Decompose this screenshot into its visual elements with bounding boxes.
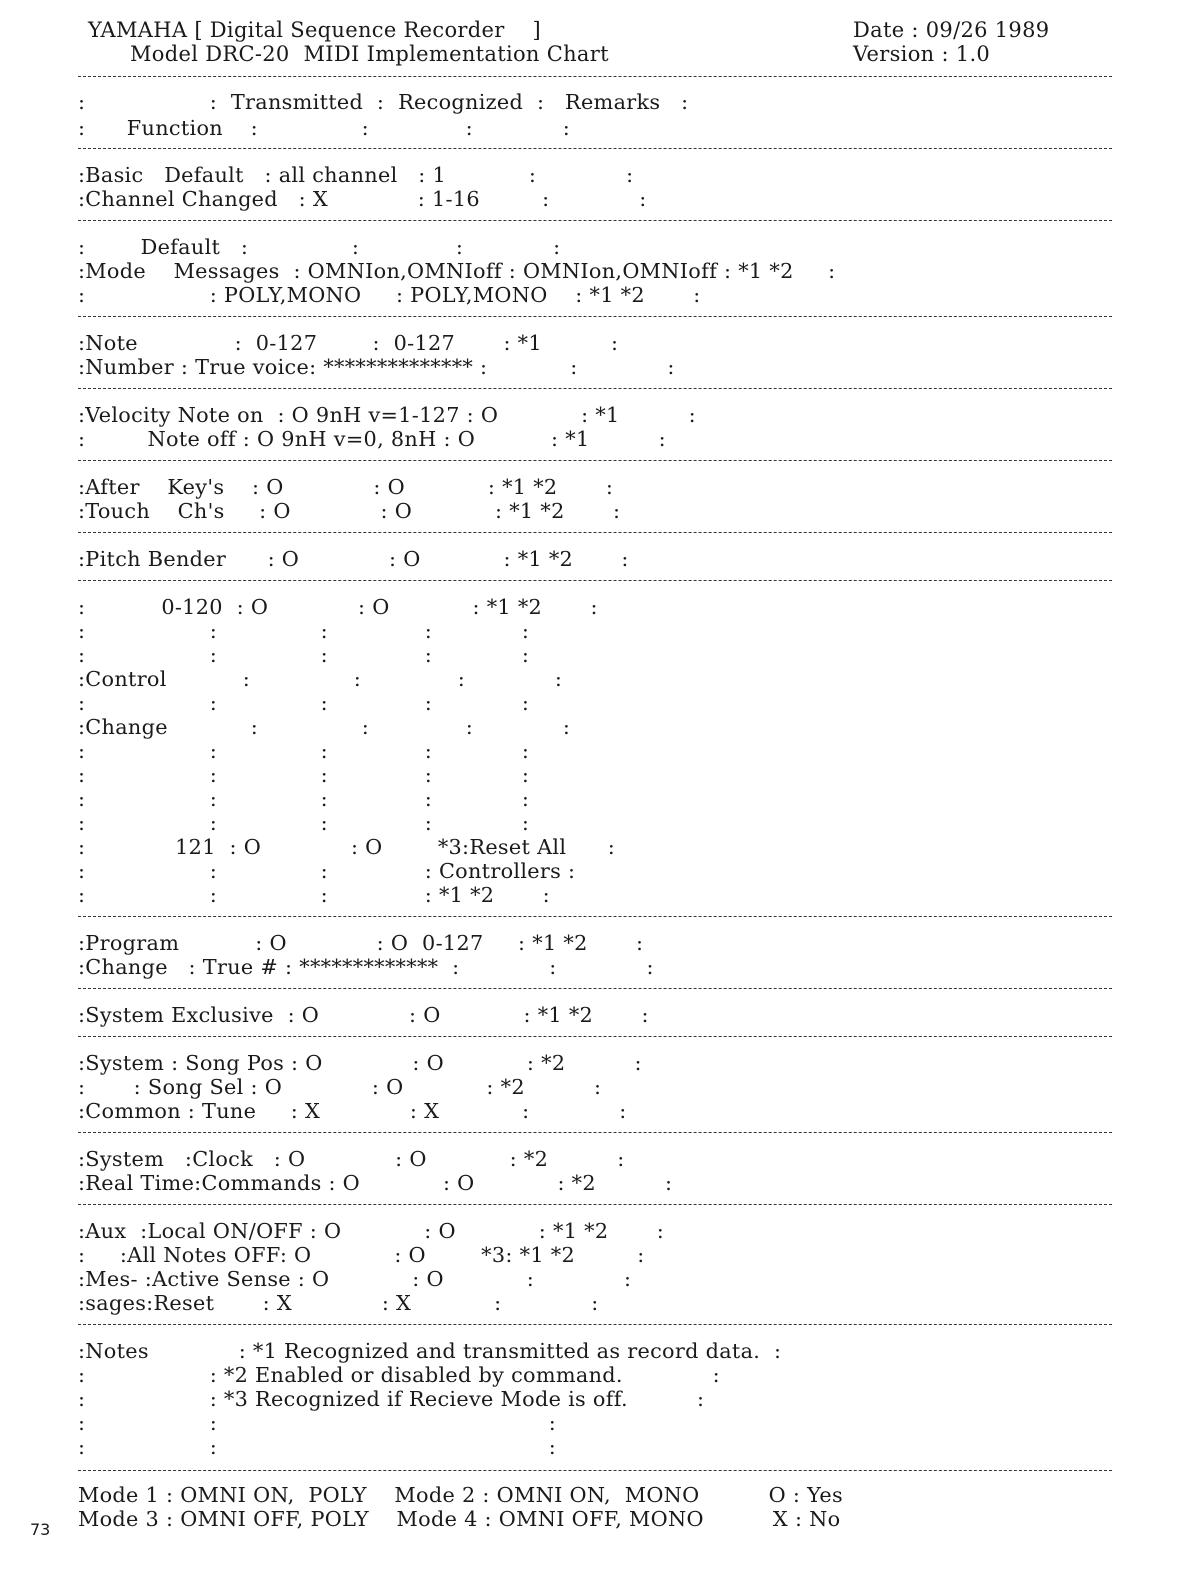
row-program-true: :Change : True # : ************* : : : bbox=[78, 955, 654, 979]
row-header-1: : : Transmitted : Recognized : Remarks : bbox=[78, 90, 689, 114]
row-pitch-bender: :Pitch Bender : O : O : *1 *2 : bbox=[78, 547, 629, 571]
row-aftertouch-keys: :After Key's : O : O : *1 *2 : bbox=[78, 475, 614, 499]
separator bbox=[78, 1204, 1112, 1205]
page-number: 73 bbox=[30, 1520, 51, 1539]
row-aux-active-sense: :Mes- :Active Sense : O : O : : bbox=[78, 1267, 632, 1291]
row-notes-blank: : : : bbox=[78, 1435, 557, 1459]
row-system-exclusive: :System Exclusive : O : O : *1 *2 : bbox=[78, 1003, 649, 1027]
separator bbox=[78, 532, 1112, 533]
row-control-label: :Control : : : : bbox=[78, 667, 563, 691]
row-control-blank: : : : : : bbox=[78, 811, 530, 835]
row-mode-poly: : : POLY,MONO : POLY,MONO : *1 *2 : bbox=[78, 283, 701, 307]
row-mode-messages: :Mode Messages : OMNIon,OMNIoff : OMNIon,OMNIoff : *1 *2 : bbox=[78, 259, 836, 283]
separator bbox=[78, 388, 1112, 389]
row-system-tune: :Common : Tune : X : X : : bbox=[78, 1099, 627, 1123]
row-control-blank: : : : : : bbox=[78, 787, 530, 811]
row-notes-blank: : : : bbox=[78, 1411, 557, 1435]
separator bbox=[78, 148, 1112, 149]
separator bbox=[78, 1324, 1112, 1325]
separator bbox=[78, 1132, 1112, 1133]
row-notes-2: : : *2 Enabled or disabled by command. : bbox=[78, 1363, 720, 1387]
row-velocity-on: :Velocity Note on : O 9nH v=1-127 : O : *1 : bbox=[78, 403, 696, 427]
separator bbox=[78, 220, 1112, 221]
separator bbox=[78, 316, 1112, 317]
row-notes-3: : : *3 Recognized if Recieve Mode is off. : bbox=[78, 1387, 705, 1411]
separator bbox=[78, 580, 1112, 581]
footer-modes-line1: Mode 1 : OMNI ON, POLY Mode 2 : OMNI ON, MONO O : Yes bbox=[78, 1483, 843, 1507]
row-aux-local: :Aux :Local ON/OFF : O : O : *1 *2 : bbox=[78, 1219, 665, 1243]
header-title-line1: YAMAHA [ Digital Sequence Recorder ] bbox=[88, 18, 541, 42]
header-date: Date : 09/26 1989 bbox=[853, 18, 1050, 42]
separator bbox=[78, 916, 1112, 917]
row-realtime-commands: :Real Time:Commands : O : O : *2 : bbox=[78, 1171, 673, 1195]
row-control-blank: : : : : : bbox=[78, 739, 530, 763]
row-system-song-pos: :System : Song Pos : O : O : *2 : bbox=[78, 1051, 642, 1075]
row-note-number: :Note : 0-127 : 0-127 : *1 : bbox=[78, 331, 619, 355]
row-control-blank: : : : : : bbox=[78, 763, 530, 787]
header-version: Version : 1.0 bbox=[853, 42, 991, 66]
row-header-2: : Function : : : : bbox=[78, 116, 571, 140]
row-control-blank: : : : : : bbox=[78, 619, 530, 643]
row-basic-changed: :Channel Changed : X : 1-16 : : bbox=[78, 187, 647, 211]
row-notes-1: :Notes : *1 Recognized and transmitted as record data. : bbox=[78, 1339, 782, 1363]
separator-bottom bbox=[78, 1470, 1112, 1471]
row-velocity-off: : Note off : O 9nH v=0, 8nH : O : *1 : bbox=[78, 427, 666, 451]
row-mode-default: : Default : : : : bbox=[78, 235, 561, 259]
footer-modes-line2: Mode 3 : OMNI OFF, POLY Mode 4 : OMNI OFF, MONO X : No bbox=[78, 1507, 841, 1531]
separator-top bbox=[78, 76, 1112, 77]
row-system-song-sel: : : Song Sel : O : O : *2 : bbox=[78, 1075, 602, 1099]
row-change-label: :Change : : : : bbox=[78, 715, 571, 739]
row-control-0-120: : 0-120 : O : O : *1 *2 : bbox=[78, 595, 598, 619]
separator bbox=[78, 1036, 1112, 1037]
row-realtime-clock: :System :Clock : O : O : *2 : bbox=[78, 1147, 625, 1171]
row-note-true-voice: :Number : True voice: ************** : : : bbox=[78, 355, 675, 379]
row-basic-default: :Basic Default : all channel : 1 : : bbox=[78, 163, 634, 187]
row-aftertouch-chs: :Touch Ch's : O : O : *1 *2 : bbox=[78, 499, 621, 523]
separator bbox=[78, 460, 1112, 461]
row-control-blank: : : : : : bbox=[78, 691, 530, 715]
row-aux-reset: :sages:Reset : X : X : : bbox=[78, 1291, 599, 1315]
row-control-blank: : : : : : bbox=[78, 643, 530, 667]
row-program-change: :Program : O : O 0-127 : *1 *2 : bbox=[78, 931, 644, 955]
header-title-line2: Model DRC-20 MIDI Implementation Chart bbox=[130, 42, 609, 66]
row-aux-all-notes-off: : :All Notes OFF: O : O *3: *1 *2 : bbox=[78, 1243, 645, 1267]
separator bbox=[78, 988, 1112, 989]
row-control-controllers: : : : : Controllers : bbox=[78, 859, 576, 883]
row-control-121: : 121 : O : O *3:Reset All : bbox=[78, 835, 616, 859]
row-control-remarks: : : : : *1 *2 : bbox=[78, 883, 550, 907]
